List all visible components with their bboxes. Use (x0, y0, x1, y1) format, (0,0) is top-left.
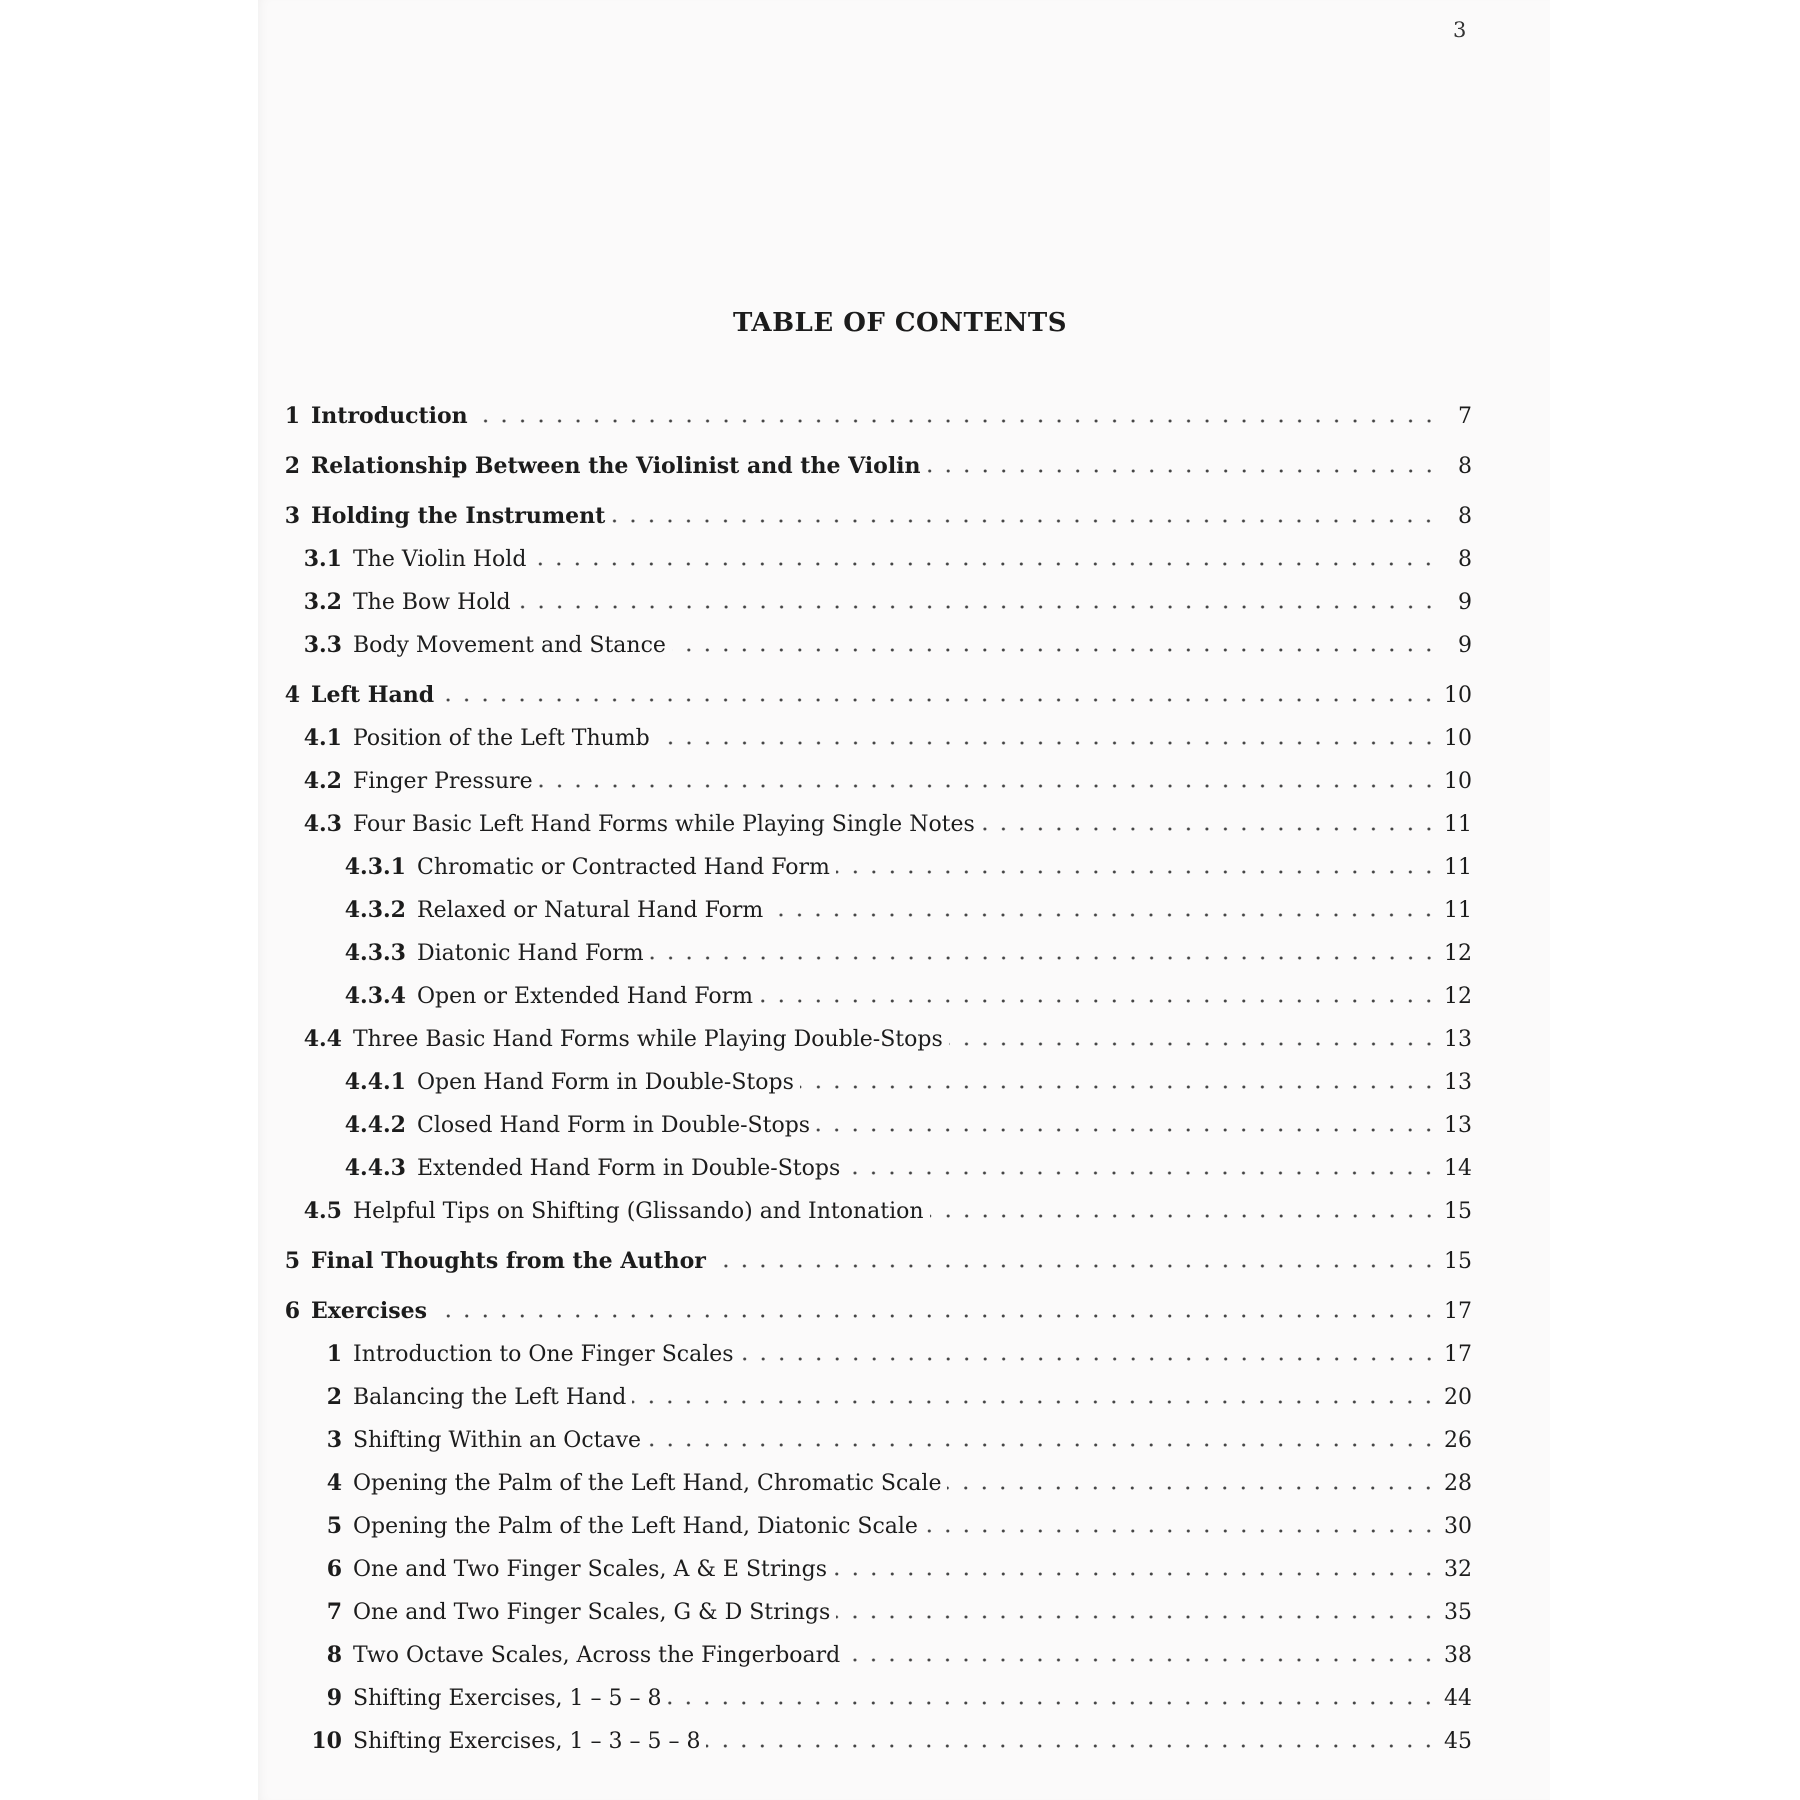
entry-title: Closed Hand Form in Double-Stops (417, 1113, 811, 1138)
dot-leader (474, 405, 1438, 425)
entry-title: Relaxed or Natural Hand Form (417, 898, 764, 923)
entry-number: 4.4.3 (344, 1155, 406, 1181)
page-number: 3 (1453, 18, 1467, 42)
entry-title: Diatonic Hand Form (417, 941, 644, 966)
entry-number: 3 (284, 503, 300, 529)
entry-number: 4.4.2 (344, 1112, 406, 1138)
entry-number: 8 (326, 1642, 342, 1668)
toc-entry (284, 1711, 1472, 1754)
dot-leader (517, 591, 1438, 611)
toc-entry (284, 1324, 1472, 1367)
entry-number: 4 (326, 1470, 342, 1496)
toc-entry (284, 1095, 1472, 1138)
entry-number: 4.1 (303, 725, 342, 751)
dot-leader (846, 1644, 1438, 1664)
toc-entry (284, 1453, 1472, 1496)
table-of-contents (284, 393, 1472, 1754)
entry-title: Shifting Exercises, 1 – 3 – 5 – 8 (353, 1729, 701, 1754)
entry-title: Opening the Palm of the Left Hand, Diatonic Scale (353, 1514, 918, 1539)
entry-title: Opening the Palm of the Left Hand, Chromatic Scale (353, 1471, 942, 1496)
entry-number: 10 (311, 1728, 342, 1754)
entry-page: 17 (1444, 1342, 1472, 1367)
entry-page: 11 (1444, 898, 1472, 923)
toc-entry (284, 1052, 1472, 1095)
entry-page: 32 (1444, 1557, 1472, 1582)
entry-number: 2 (284, 453, 300, 479)
toc-entry (284, 1496, 1472, 1539)
dot-leader (632, 1386, 1438, 1406)
entry-number: 4.3.4 (344, 983, 406, 1009)
toc-entry (284, 1274, 1472, 1324)
entry-title: Introduction to One Finger Scales (353, 1342, 734, 1367)
entry-title: Balancing the Left Hand (353, 1385, 627, 1410)
dot-leader (816, 1114, 1438, 1134)
dot-leader (433, 1300, 1438, 1320)
toc-entry (284, 1224, 1472, 1274)
entry-page: 11 (1444, 855, 1472, 880)
entry-number: 4.3.3 (344, 940, 406, 966)
toc-entry (284, 615, 1472, 658)
entry-page: 10 (1444, 769, 1472, 794)
toc-entry (284, 429, 1472, 479)
entry-title: Extended Hand Form in Double-Stops (417, 1156, 841, 1181)
toc-entry (284, 1625, 1472, 1668)
entry-page: 12 (1444, 984, 1472, 1009)
dot-leader (759, 985, 1438, 1005)
dot-leader (927, 455, 1438, 475)
entry-title: Holding the Instrument (311, 503, 606, 529)
entry-page: 8 (1458, 504, 1472, 529)
entry-page: 14 (1444, 1156, 1472, 1181)
entry-number: 5 (284, 1248, 300, 1274)
toc-entry (284, 1009, 1472, 1052)
dot-leader (833, 1558, 1438, 1578)
entry-title: Finger Pressure (353, 769, 533, 794)
entry-title: Position of the Left Thumb (353, 726, 650, 751)
entry-page: 30 (1444, 1514, 1472, 1539)
entry-number: 3.3 (303, 632, 342, 658)
entry-page: 15 (1444, 1199, 1472, 1224)
entry-number: 4.4.1 (344, 1069, 406, 1095)
entry-title: Shifting Within an Octave (353, 1428, 642, 1453)
dot-leader (836, 1601, 1438, 1621)
entry-title: Final Thoughts from the Author (311, 1248, 706, 1274)
entry-page: 10 (1444, 726, 1472, 751)
entry-number: 1 (326, 1341, 342, 1367)
toc-entry (284, 708, 1472, 751)
entry-title: Two Octave Scales, Across the Fingerboard (353, 1643, 841, 1668)
entry-page: 20 (1444, 1385, 1472, 1410)
dot-leader (706, 1730, 1438, 1750)
entry-title: Open or Extended Hand Form (417, 984, 753, 1009)
entry-page: 13 (1444, 1113, 1472, 1138)
entry-page: 9 (1458, 590, 1472, 615)
entry-page: 26 (1444, 1428, 1472, 1453)
dot-leader (712, 1250, 1438, 1270)
entry-number: 3 (326, 1427, 342, 1453)
entry-page: 35 (1444, 1600, 1472, 1625)
toc-entry (284, 1410, 1472, 1453)
entry-number: 5 (326, 1513, 342, 1539)
entry-number: 4 (284, 682, 300, 708)
dot-leader (667, 1687, 1438, 1707)
dot-leader (672, 634, 1438, 654)
dot-leader (532, 548, 1438, 568)
entry-page: 13 (1444, 1070, 1472, 1095)
page-title: TABLE OF CONTENTS (732, 308, 1068, 338)
entry-page: 9 (1458, 633, 1472, 658)
entry-title: The Violin Hold (353, 547, 527, 572)
toc-entry (284, 794, 1472, 837)
entry-number: 3.1 (303, 546, 342, 572)
entry-page: 28 (1444, 1471, 1472, 1496)
entry-page: 44 (1444, 1686, 1472, 1711)
entry-title: Left Hand (311, 682, 435, 708)
toc-entry (284, 751, 1472, 794)
entry-page: 10 (1444, 683, 1472, 708)
entry-number: 2 (326, 1384, 342, 1410)
entry-title: Chromatic or Contracted Hand Form (417, 855, 830, 880)
entry-title: Exercises (311, 1298, 427, 1324)
entry-page: 13 (1444, 1027, 1472, 1052)
dot-leader (930, 1200, 1438, 1220)
dot-leader (836, 856, 1438, 876)
toc-entry (284, 572, 1472, 615)
entry-title: Three Basic Hand Forms while Playing Double-Stops (353, 1027, 943, 1052)
dot-leader (846, 1157, 1438, 1177)
entry-number: 9 (326, 1685, 342, 1711)
entry-number: 4.3 (303, 811, 342, 837)
entry-title: Introduction (311, 403, 468, 429)
entry-number: 4.3.2 (344, 897, 406, 923)
entry-page: 38 (1444, 1643, 1472, 1668)
toc-entry (284, 966, 1472, 1009)
entry-title: One and Two Finger Scales, G & D Strings (353, 1600, 831, 1625)
dot-leader (647, 1429, 1438, 1449)
entry-title: The Bow Hold (353, 590, 511, 615)
entry-title: Body Movement and Stance (353, 633, 666, 658)
entry-number: 1 (284, 403, 300, 429)
entry-title: Shifting Exercises, 1 – 5 – 8 (353, 1686, 662, 1711)
dot-leader (981, 813, 1438, 833)
entry-page: 12 (1444, 941, 1472, 966)
dot-leader (740, 1343, 1438, 1363)
toc-entry (284, 479, 1472, 529)
entry-page: 8 (1458, 454, 1472, 479)
dot-leader (650, 942, 1438, 962)
dot-leader (611, 505, 1438, 525)
toc-entry (284, 880, 1472, 923)
toc-entry (284, 1539, 1472, 1582)
entry-number: 4.3.1 (344, 854, 406, 880)
entry-page: 17 (1444, 1299, 1472, 1324)
toc-entry (284, 393, 1472, 429)
dot-leader (924, 1515, 1438, 1535)
entry-number: 4.2 (303, 768, 342, 794)
entry-number: 6 (284, 1298, 300, 1324)
dot-leader (947, 1472, 1438, 1492)
dot-leader (949, 1028, 1438, 1048)
toc-entry (284, 658, 1472, 708)
toc-entry (284, 837, 1472, 880)
entry-title: Four Basic Left Hand Forms while Playing Single Notes (353, 812, 975, 837)
entry-page: 45 (1444, 1729, 1472, 1754)
toc-entry (284, 923, 1472, 966)
entry-title: Relationship Between the Violinist and the Violin (311, 453, 921, 479)
entry-page: 8 (1458, 547, 1472, 572)
dot-leader (800, 1071, 1438, 1091)
entry-page: 11 (1444, 812, 1472, 837)
entry-number: 6 (326, 1556, 342, 1582)
entry-number: 7 (326, 1599, 342, 1625)
toc-entry (284, 1367, 1472, 1410)
toc-entry (284, 529, 1472, 572)
toc-entry (284, 1582, 1472, 1625)
entry-number: 4.5 (303, 1198, 342, 1224)
dot-leader (539, 770, 1438, 790)
entry-title: One and Two Finger Scales, A & E Strings (353, 1557, 827, 1582)
entry-number: 3.2 (303, 589, 342, 615)
dot-leader (769, 899, 1438, 919)
toc-entry (284, 1668, 1472, 1711)
toc-entry (284, 1138, 1472, 1181)
entry-page: 7 (1458, 404, 1472, 429)
entry-number: 4.4 (303, 1026, 342, 1052)
dot-leader (440, 684, 1438, 704)
entry-page: 15 (1444, 1249, 1472, 1274)
dot-leader (656, 727, 1438, 747)
entry-title: Open Hand Form in Double-Stops (417, 1070, 794, 1095)
entry-title: Helpful Tips on Shifting (Glissando) and Intonation (353, 1199, 924, 1224)
toc-entry (284, 1181, 1472, 1224)
